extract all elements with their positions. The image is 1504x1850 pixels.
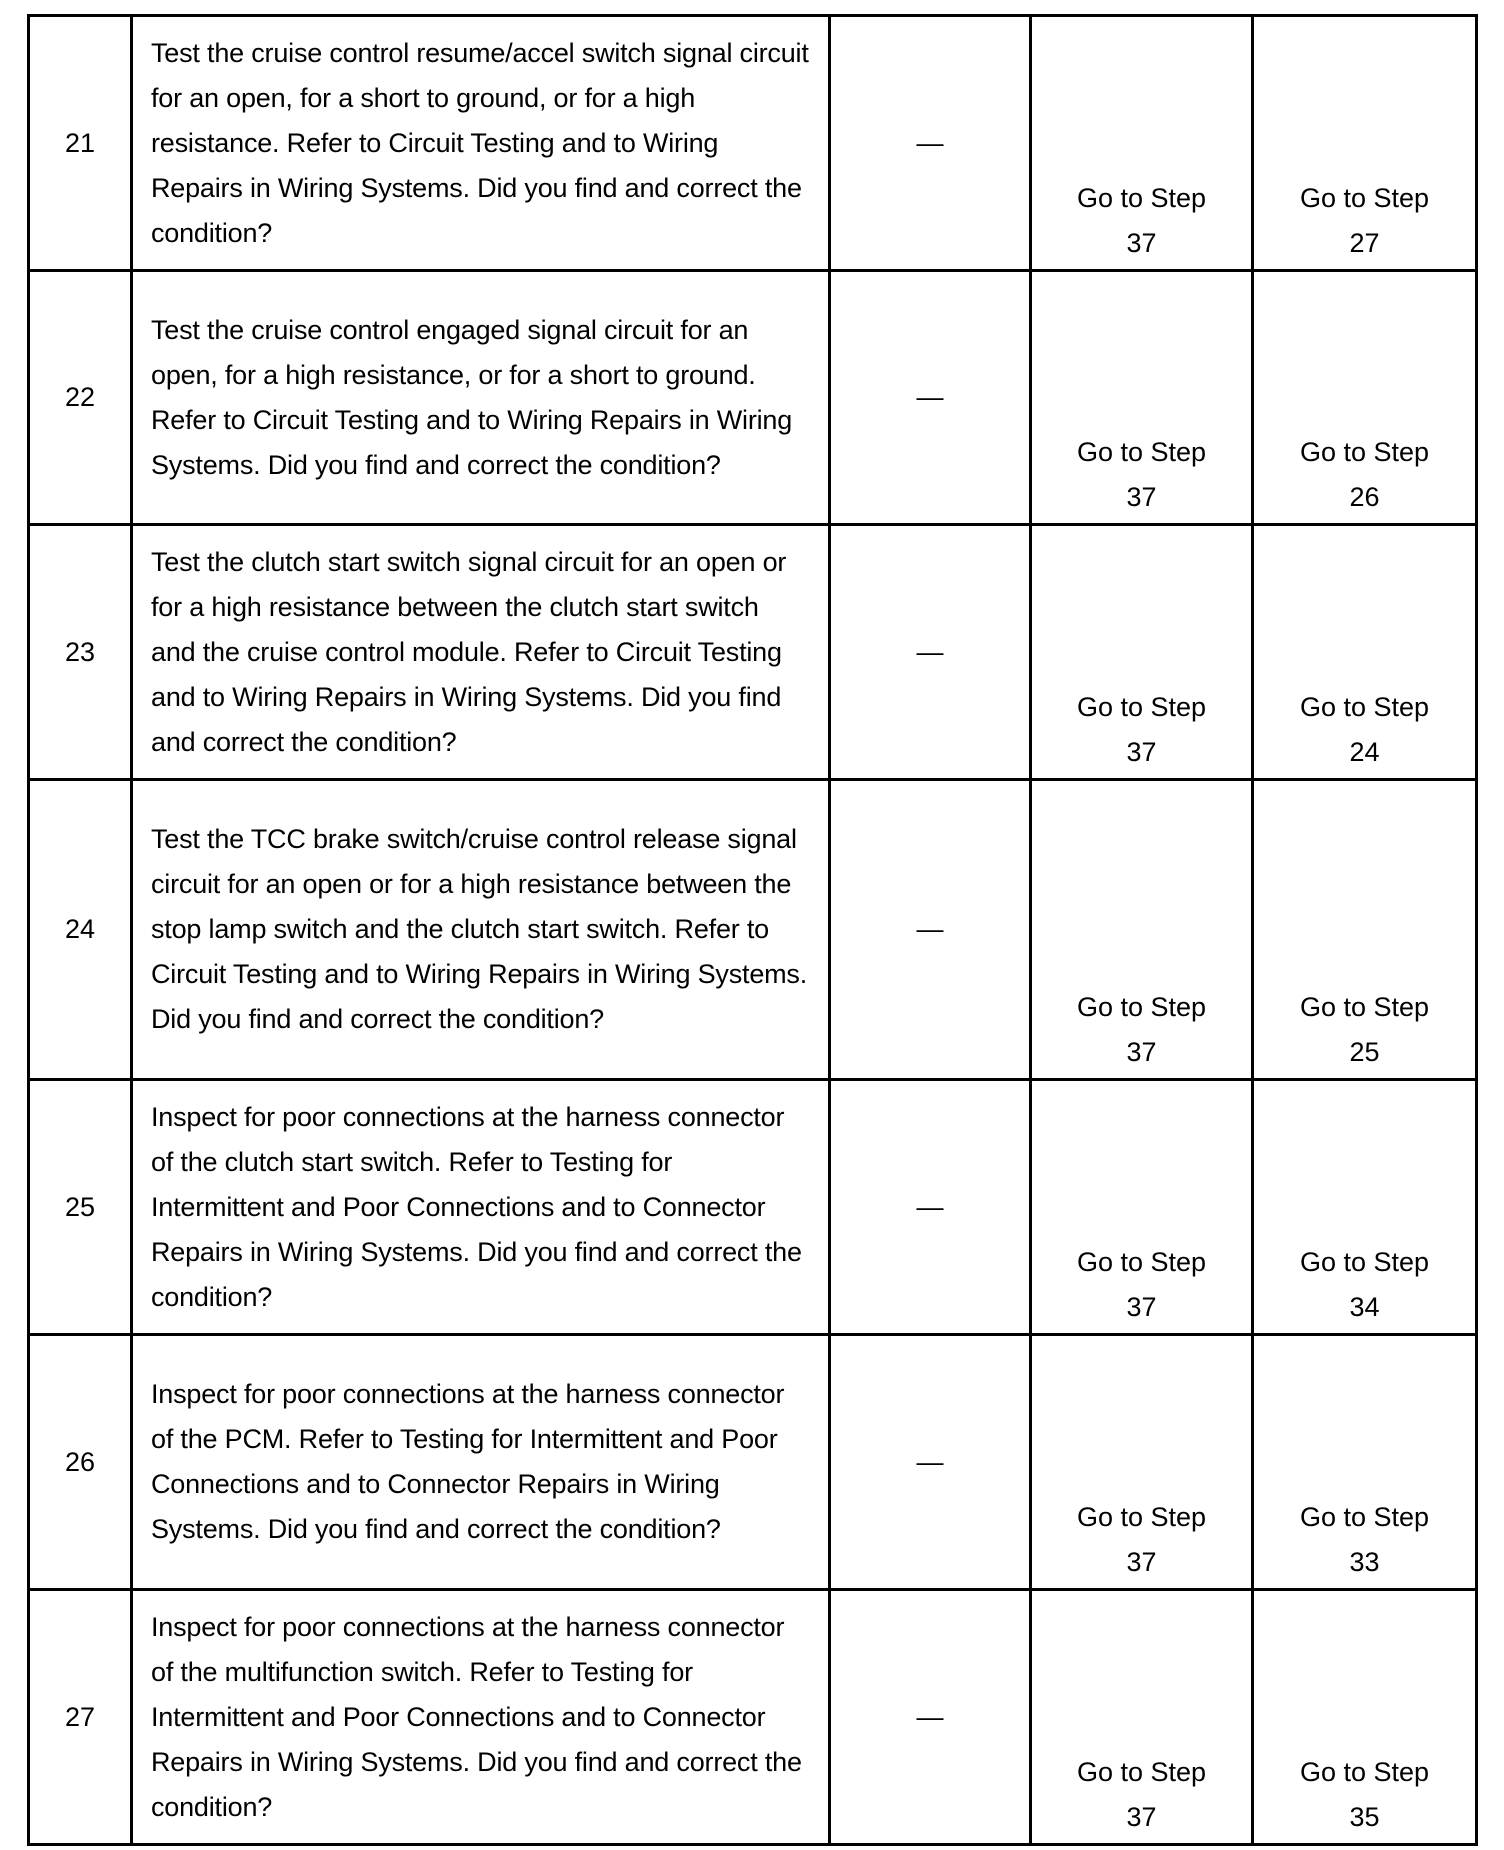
value-cell: — (830, 1080, 1031, 1335)
step-number: 23 (29, 525, 132, 780)
yes-goto-label: Go to Step (1076, 1502, 1207, 1532)
table-row (29, 1335, 1477, 1590)
no-goto-step: 33 (1349, 1547, 1380, 1577)
yes-goto-step: 37 (1126, 228, 1157, 258)
no-goto-label: Go to Step (1299, 183, 1430, 213)
yes-goto-step: 37 (1126, 1292, 1157, 1322)
yes-cell (1031, 1590, 1253, 1845)
no-goto-label: Go to Step (1299, 992, 1430, 1022)
yes-goto-step: 37 (1126, 1547, 1157, 1577)
no-goto-label: Go to Step (1299, 1757, 1430, 1787)
value-cell: — (830, 16, 1031, 271)
yes-goto-label: Go to Step (1076, 692, 1207, 722)
yes-goto-step: 37 (1126, 482, 1157, 512)
value-cell: — (830, 1590, 1031, 1845)
table-row (29, 525, 1477, 780)
action-text: Inspect for poor connections at the harness connector of the PCM. Refer to Testing for Intermittent and Poor Connections and to Connector Repairs in Wiring Systems. Did you find and correct the condition? (132, 1335, 830, 1590)
yes-cell (1031, 16, 1253, 271)
yes-cell (1031, 525, 1253, 780)
no-cell (1253, 1080, 1477, 1335)
no-cell (1253, 1335, 1477, 1590)
yes-goto-label: Go to Step (1076, 437, 1207, 467)
yes-goto-step: 37 (1126, 1802, 1157, 1832)
no-goto-label: Go to Step (1299, 692, 1430, 722)
action-text: Test the clutch start switch signal circuit for an open or for a high resistance between the clutch start switch and the cruise control module. Refer to Circuit Testing and to Wiring Repairs in Wiring Systems. Did you find and correct the condition? (132, 525, 830, 780)
action-text: Inspect for poor connections at the harness connector of the clutch start switch. Refer to Testing for Intermittent and Poor Connections and to Connector Repairs in Wiring Systems. Did you find and correct the condition? (132, 1080, 830, 1335)
yes-goto-label: Go to Step (1076, 1757, 1207, 1787)
no-goto-label: Go to Step (1299, 437, 1430, 467)
yes-goto-step: 37 (1126, 737, 1157, 767)
yes-goto-label: Go to Step (1076, 992, 1207, 1022)
yes-cell (1031, 271, 1253, 525)
step-number: 26 (29, 1335, 132, 1590)
step-number: 25 (29, 1080, 132, 1335)
yes-goto-step: 37 (1126, 1037, 1157, 1067)
action-text: Inspect for poor connections at the harness connector of the multifunction switch. Refer to Testing for Intermittent and Poor Connections and to Connector Repairs in Wiring Systems. Did you find and correct the condition? (132, 1590, 830, 1845)
table-row (29, 780, 1477, 1080)
action-text: Test the TCC brake switch/cruise control release signal circuit for an open or for a high resistance between the stop lamp switch and the clutch start switch. Refer to Circuit Testing and to Wiring Repairs in Wiring Systems. Did you find and correct the condition? (132, 780, 830, 1080)
action-text: Test the cruise control engaged signal circuit for an open, for a high resistance, or for a short to ground. Refer to Circuit Testing and to Wiring Repairs in Wiring Systems. Did you find and correct the condition? (132, 271, 830, 525)
yes-goto-label: Go to Step (1076, 183, 1207, 213)
no-goto-label: Go to Step (1299, 1247, 1430, 1277)
value-cell: — (830, 525, 1031, 780)
no-goto-step: 34 (1349, 1292, 1380, 1322)
value-cell: — (830, 1335, 1031, 1590)
step-number: 24 (29, 780, 132, 1080)
value-cell: — (830, 780, 1031, 1080)
no-cell (1253, 780, 1477, 1080)
step-number: 21 (29, 16, 132, 271)
table-row (29, 16, 1477, 271)
table-row (29, 1080, 1477, 1335)
yes-goto-label: Go to Step (1076, 1247, 1207, 1277)
table-row (29, 1590, 1477, 1845)
yes-cell (1031, 780, 1253, 1080)
no-goto-step: 24 (1349, 737, 1380, 767)
no-cell (1253, 271, 1477, 525)
diagnostic-procedure-table (27, 14, 1478, 1846)
no-goto-step: 35 (1349, 1802, 1380, 1832)
value-cell: — (830, 271, 1031, 525)
no-goto-step: 26 (1349, 482, 1380, 512)
step-number: 27 (29, 1590, 132, 1845)
no-cell (1253, 1590, 1477, 1845)
no-goto-label: Go to Step (1299, 1502, 1430, 1532)
no-goto-step: 27 (1349, 228, 1380, 258)
action-text: Test the cruise control resume/accel switch signal circuit for an open, for a short to ground, or for a high resistance. Refer to Circuit Testing and to Wiring Repairs in Wiring Systems. Did you find and correct the condition? (132, 16, 830, 271)
no-cell (1253, 16, 1477, 271)
table-row (29, 271, 1477, 525)
no-cell (1253, 525, 1477, 780)
step-number: 22 (29, 271, 132, 525)
yes-cell (1031, 1080, 1253, 1335)
yes-cell (1031, 1335, 1253, 1590)
no-goto-step: 25 (1349, 1037, 1380, 1067)
